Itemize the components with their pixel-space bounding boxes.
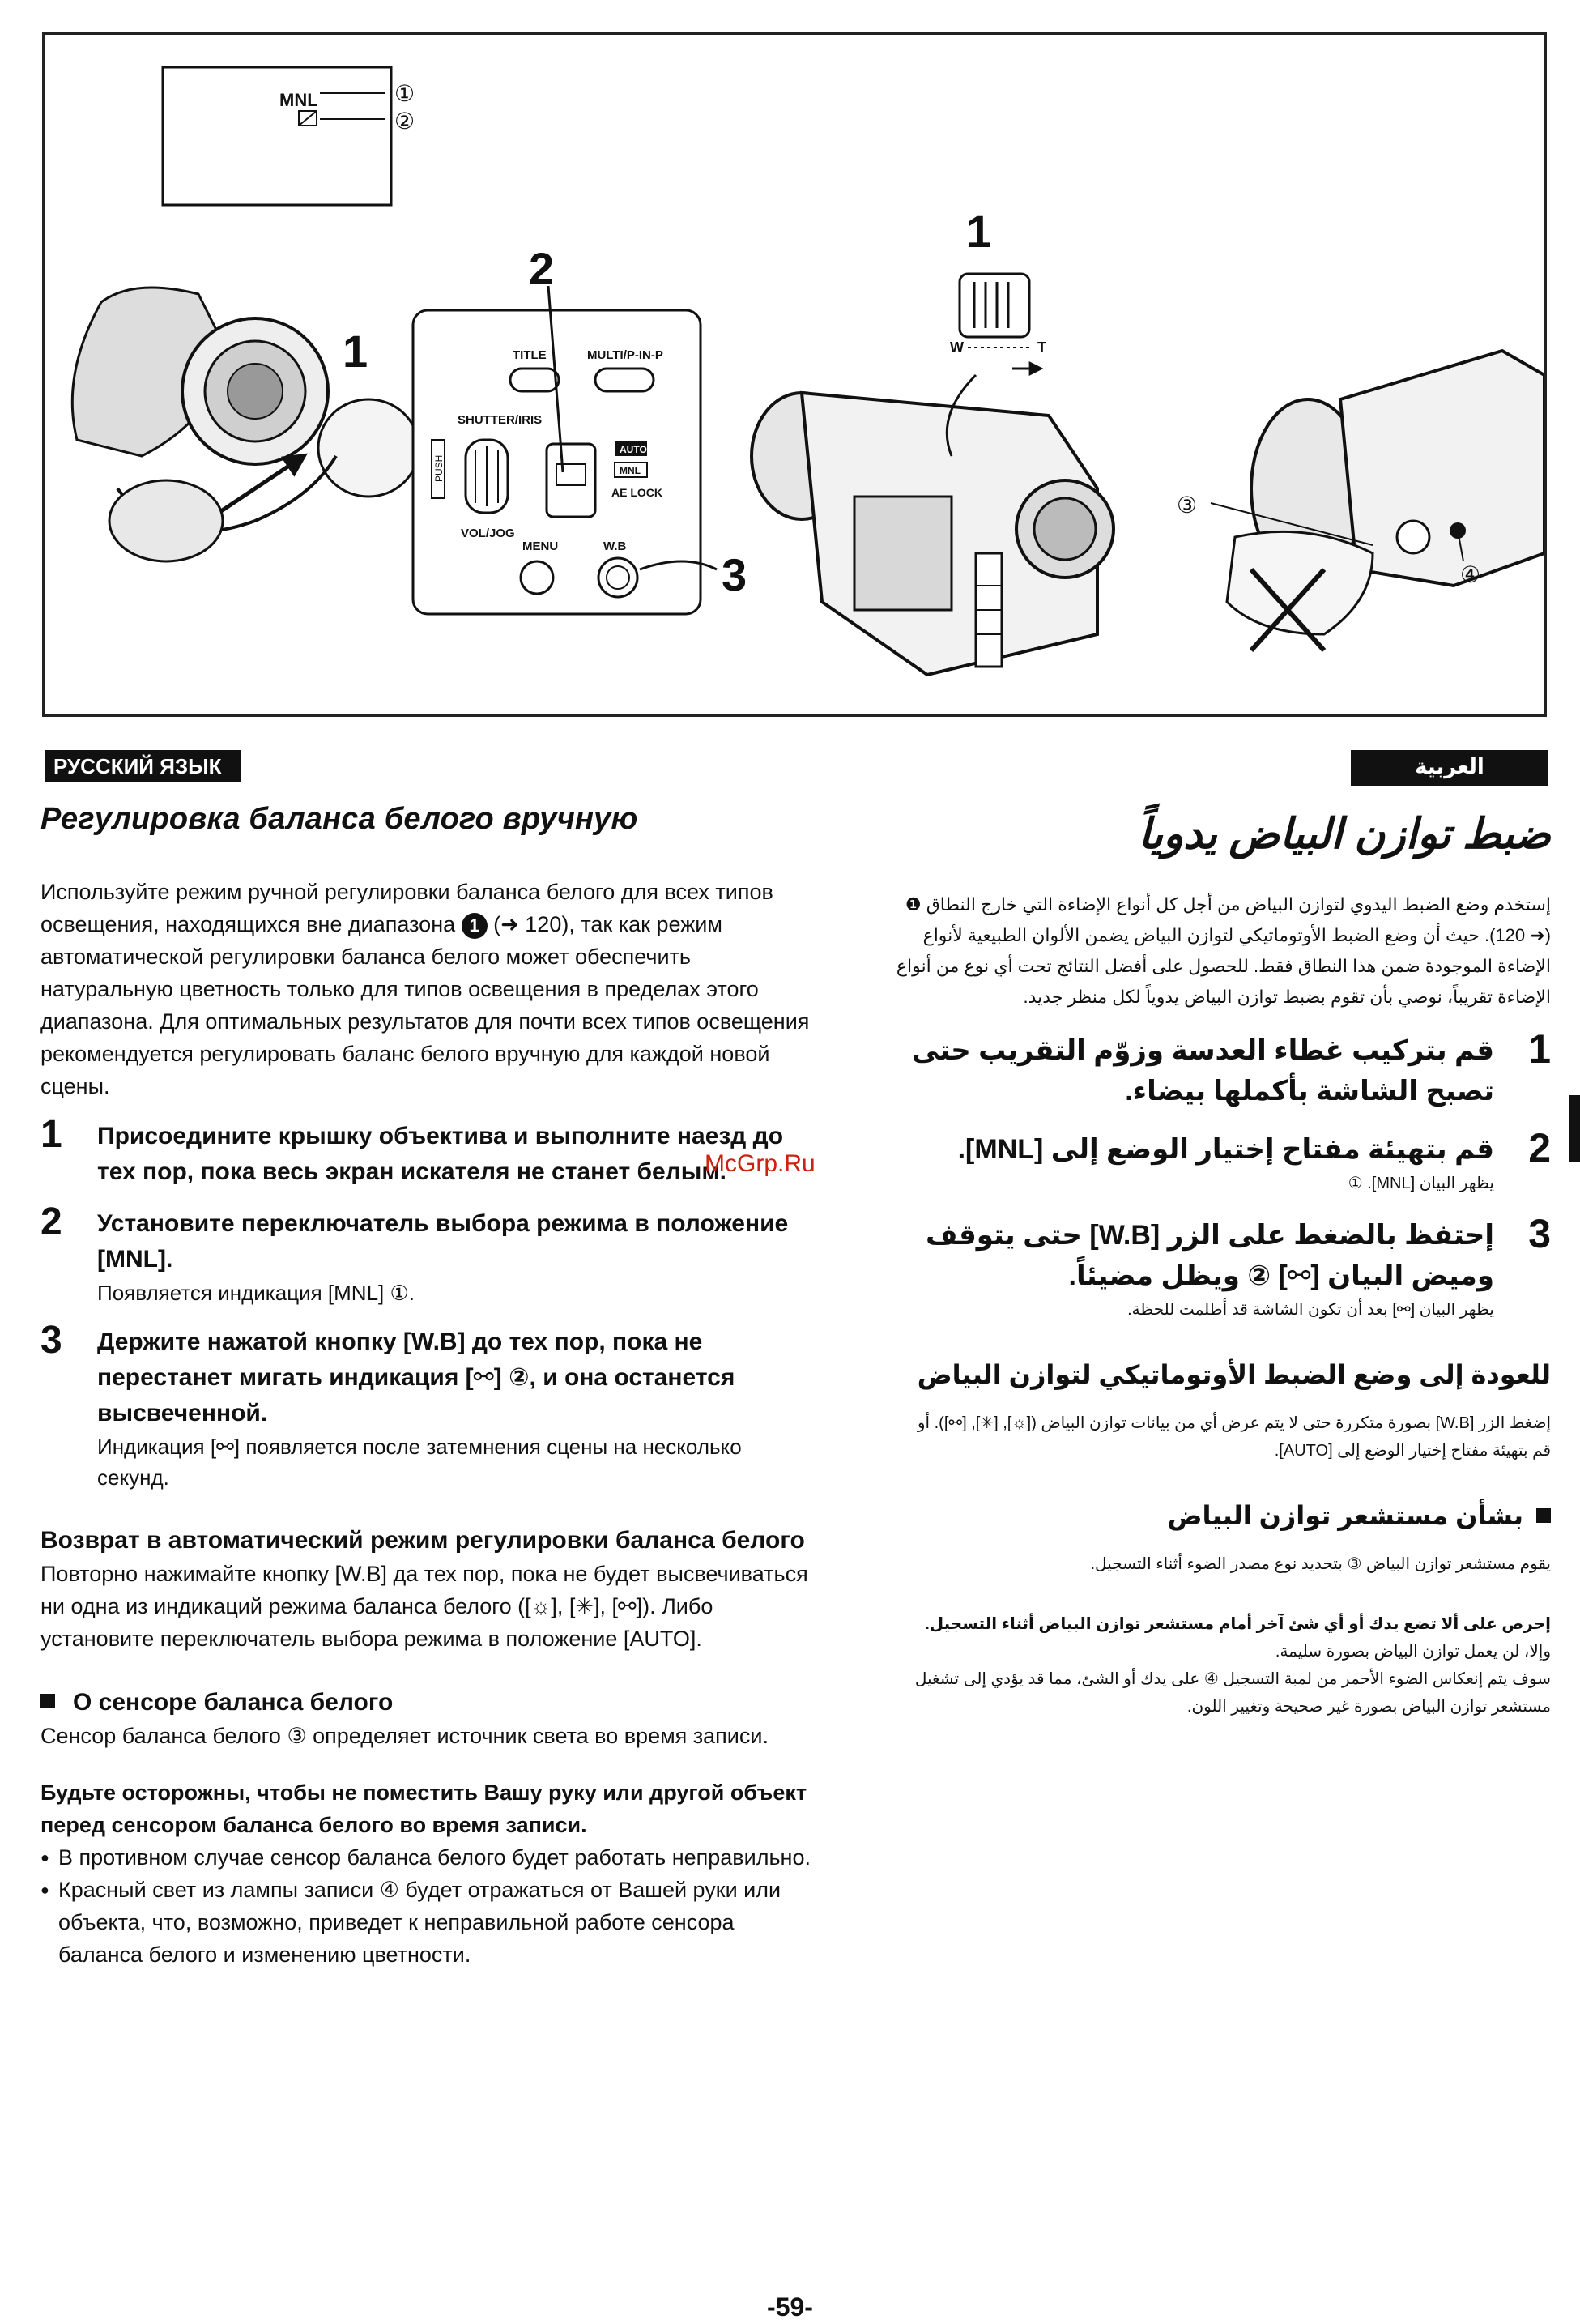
callout-3: ③ bbox=[1177, 493, 1198, 518]
step-number: 3 bbox=[40, 1319, 62, 1362]
russian-return-title: Возврат в автоматический режим регулировки баланса белого bbox=[40, 1527, 805, 1554]
russian-step-3 bbox=[40, 1319, 818, 1493]
lens-cap-illustration bbox=[72, 288, 419, 561]
menu-button bbox=[521, 561, 553, 594]
russian-step-2 bbox=[40, 1200, 818, 1308]
step-number: 3 bbox=[1528, 1211, 1551, 1256]
range-ref-icon: 1 bbox=[462, 913, 488, 939]
russian-sensor-text: Сенсор баланса белого ③ определяет источник света во время записи. bbox=[40, 1724, 769, 1748]
viewfinder-mnl-label: MNL bbox=[279, 90, 318, 110]
russian-return-text: Повторно нажимайте кнопку [W.B] да тех пор, пока не будет высвечиваться ни одна из индикаций режима баланса белого ([☼], [✳], [⚯]). Либо установите переключатель выбора режима в положение [AUTO]. bbox=[40, 1562, 808, 1651]
step-note: يظهر البيان [⚯] بعد أن تكون الشاشة قد أظلمت للحظة. bbox=[1127, 1301, 1494, 1319]
menu-label: MENU bbox=[522, 539, 559, 553]
step-label-2: 2 bbox=[529, 243, 555, 294]
step-instruction: قم بتركيب غطاء العدسة وزوّم التقريب حتى تصبح الشاشة بأكملها بيضاء. bbox=[911, 1035, 1494, 1107]
step-number: 1 bbox=[40, 1113, 62, 1156]
callout-4: ④ bbox=[1460, 562, 1481, 587]
step-instruction: إحتفظ بالضغط على الزر [W.B] حتى يتوقف وميض البيان [⚯] ② ويظل مضيئاً. bbox=[925, 1220, 1494, 1291]
callout-1: ① bbox=[394, 81, 415, 106]
callout-2: ② bbox=[394, 109, 415, 134]
zoom-t-label: T bbox=[1037, 339, 1046, 356]
step-note: يظهر البيان [MNL]. ① bbox=[1348, 1175, 1494, 1192]
arabic-warning-title: إحرص على ألا تضع يدك أو أي شئ آخر أمام مستشعر توازن البياض أثناء التسجيل. bbox=[925, 1615, 1551, 1633]
sensor-warning-illustration bbox=[1177, 351, 1544, 650]
step-label-3: 3 bbox=[722, 549, 747, 600]
arabic-sensor-title: بشأن مستشعر توازن البياض bbox=[1167, 1501, 1523, 1530]
arabic-return-title: للعودة إلى وضع الضبط الأوتوماتيكي لتوازن البياض bbox=[917, 1360, 1551, 1389]
camera-illustration bbox=[45, 35, 1544, 714]
multi-button-label: MULTI/P-IN-P bbox=[587, 348, 663, 362]
russian-intro-b: (➜ 120), так как режим автоматической регулировки баланса белого может обеспечить натуральную цветность только для типов освещения в пределах этого диапазона. Для оптимальных результатов для почти всех типов освещения рекомендуется регулировать баланс белого вручную для каждой новой сцены. bbox=[40, 912, 810, 1098]
russian-warning-title: Будьте осторожны, чтобы не поместить Вашу руку или другой объект перед сенсором баланса белого во время записи. bbox=[40, 1780, 807, 1837]
square-bullet-icon bbox=[40, 1694, 55, 1708]
arabic-sensor-heading bbox=[895, 1497, 1551, 1534]
square-bullet-icon bbox=[1536, 1508, 1551, 1523]
step-note: Индикация [⚯] появляется после затемнения сцены на несколько секунд. bbox=[97, 1435, 742, 1490]
control-panel bbox=[413, 243, 747, 614]
vol-jog-label: VOL/JOG bbox=[461, 527, 515, 540]
title-button-label: TITLE bbox=[513, 348, 547, 362]
ae-lock-label: AE LOCK bbox=[611, 486, 662, 499]
step-instruction: Держите нажатой кнопку [W.B] до тех пор, пока не перестанет мигать индикация [⚯] ②, и она останется высвеченной. bbox=[97, 1328, 735, 1426]
arabic-return-text: إضغط الزر [W.B] بصورة متكررة حتى لا يتم عرض أي من بيانات توازن البياض ([☼], [✳], [⚯]). أو قم بتهيئة مفتاح إختيار الوضع إلى [AUTO]. bbox=[917, 1414, 1551, 1460]
russian-column bbox=[40, 802, 818, 1971]
title-button bbox=[510, 369, 559, 391]
russian-intro bbox=[40, 876, 818, 1102]
zoom-w-label: W bbox=[950, 339, 964, 356]
arabic-intro: إستخدم وضع الضبط اليدوي لتوازن البياض من أجل كل أنواع الإضاءة التي خارج النطاق ❶ (➜ 120). حيث أن وضع الضبط الأوتوماتيكي لتوازن البياض يضمن الألوان الطبيعية لأنواع الإضاءة الموجودة ضمن هذا النطاق فقط. للحصول على أفضل النتائج تحت أي نوع من أنواع الإضاءة تقريباً، نوصي بأن تقوم بضبط توازن البياض يدوياً لكل منظر جديد. bbox=[896, 894, 1551, 1007]
arabic-title: ضبط توازن البياض يدوياً bbox=[1138, 811, 1551, 858]
arabic-step-2 bbox=[895, 1125, 1551, 1197]
russian-sensor-heading bbox=[40, 1686, 818, 1720]
auto-label: AUTO bbox=[620, 444, 647, 455]
russian-bullet-2: ● Красный свет из лампы записи ④ будет отражаться от Вашей руки или объекта, что, возможно, приведет к неправильной работе сенсора баланса белого и изменению цветности. bbox=[40, 1874, 818, 1971]
step-label-1b: 1 bbox=[966, 206, 992, 257]
page-number: -59- bbox=[767, 2292, 813, 2322]
step-instruction: Присоедините крышку объектива и выполните наезд до тех пор, пока весь экран искателя не станет белым. bbox=[97, 1123, 784, 1185]
step-instruction: Установите переключатель выбора режима в положение [MNL]. bbox=[97, 1210, 789, 1273]
arabic-sensor-text: يقوم مستشعر توازن البياض ③ بتحديد نوع مصدر الضوء أثناء التسجيل. bbox=[1090, 1555, 1551, 1573]
shutter-iris-label: SHUTTER/IRIS bbox=[458, 413, 543, 427]
arabic-bullet-2: سوف يتم إنعكاس الضوء الأحمر من لمبة التسجيل ④ على يدك أو الشئ، مما قد يؤدي إلى تشغيل مستشعر توازن البياض بصورة غير صحيحة وتغيير اللون. bbox=[914, 1670, 1551, 1716]
illustration-panel bbox=[42, 32, 1547, 717]
russian-intro-a: Используйте режим ручной регулировки баланса белого для всех типов освещения, находящихся вне диапазона bbox=[40, 880, 773, 936]
language-tab-arabic: العربية bbox=[1351, 750, 1548, 786]
russian-title: Регулировка баланса белого вручную bbox=[40, 802, 638, 836]
watermark: McGrp.Ru bbox=[705, 1150, 816, 1177]
page-edge-marker bbox=[1569, 1095, 1580, 1162]
wb-label: W.B bbox=[603, 539, 627, 553]
arabic-column bbox=[895, 810, 1551, 1721]
arabic-bullet-1: وإلا، لن يعمل توازن البياض بصورة سليمة. bbox=[1275, 1643, 1551, 1661]
step-instruction: قم بتهيئة مفتاح إختيار الوضع إلى [MNL]. bbox=[957, 1134, 1494, 1165]
russian-step-1 bbox=[40, 1113, 818, 1190]
step-note: Появляется индикация [MNL] ①. bbox=[97, 1281, 415, 1305]
step-label-1a: 1 bbox=[343, 326, 368, 377]
viewfinder-display bbox=[163, 67, 415, 205]
multi-pinp-button bbox=[595, 369, 654, 391]
language-tab-russian: РУССКИЙ ЯЗЫК bbox=[45, 750, 241, 782]
step-number: 1 bbox=[1528, 1026, 1551, 1072]
mnl-label: MNL bbox=[620, 465, 641, 476]
arabic-step-3 bbox=[895, 1211, 1551, 1324]
push-label: PUSH bbox=[433, 454, 445, 482]
step-number: 2 bbox=[1528, 1125, 1551, 1171]
russian-bullet-1: ● В противном случае сенсор баланса белого будет работать неправильно. bbox=[40, 1841, 818, 1874]
russian-sensor-title: О сенсоре баланса белого bbox=[73, 1689, 394, 1716]
camcorder-body bbox=[752, 393, 1114, 675]
arabic-step-1 bbox=[895, 1026, 1551, 1111]
step-number: 2 bbox=[40, 1200, 62, 1243]
